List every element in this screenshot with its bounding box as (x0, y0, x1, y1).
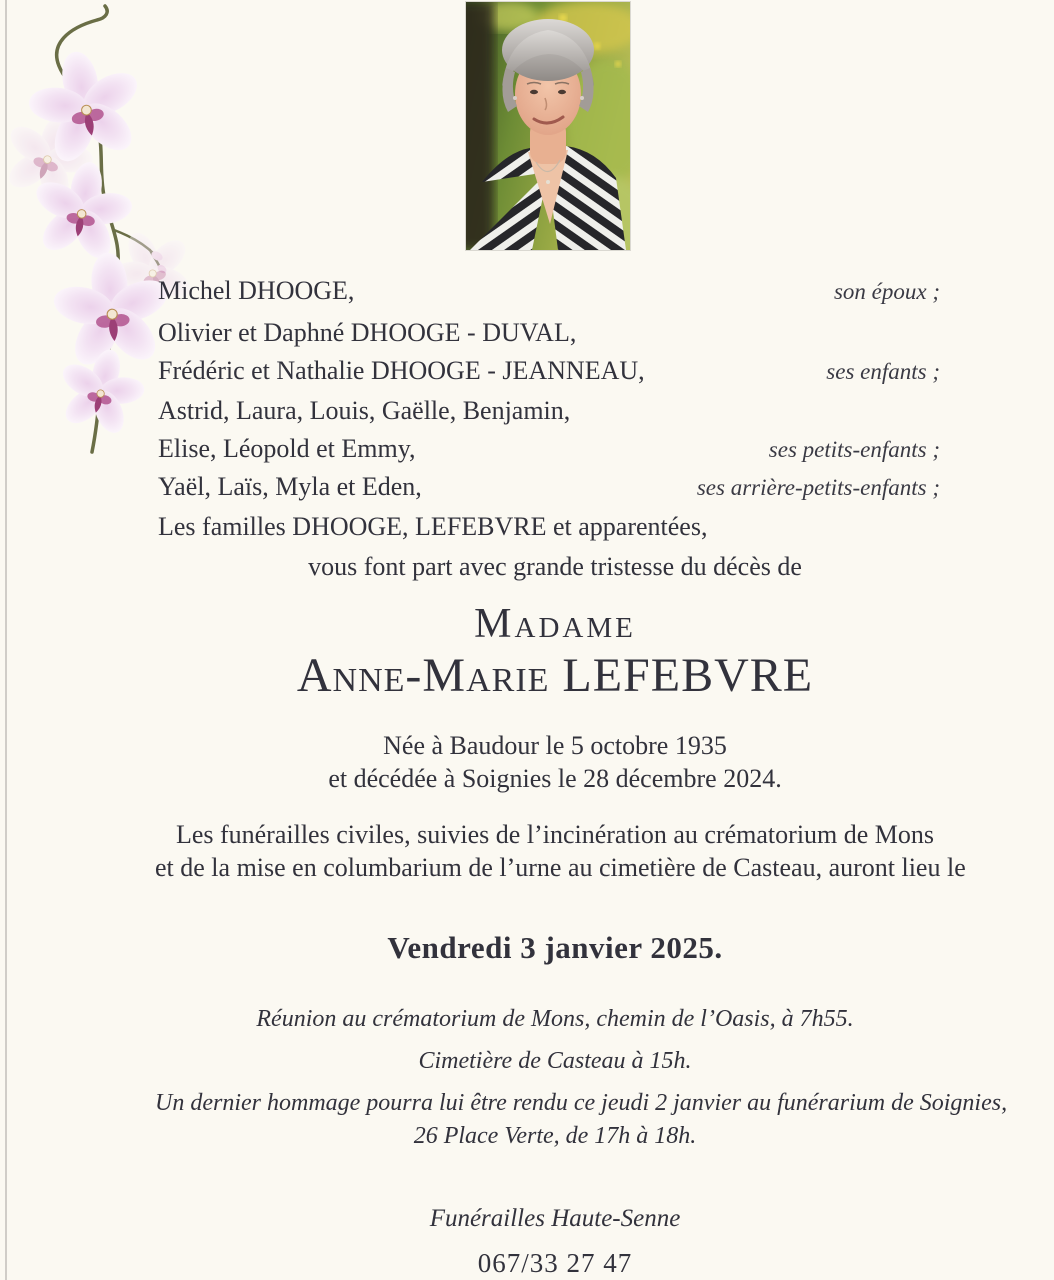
funeral-date: Vendredi 3 janvier 2025. (387, 930, 723, 965)
meeting-line: Réunion au crématorium de Mons, chemin de l’Oasis, à 7h55. (256, 1006, 854, 1032)
relation-label: son époux ; (833, 279, 940, 304)
funeral-home-name: Funérailles Haute-Senne (429, 1205, 681, 1232)
deceased-name: Anne-Marie LEFEBVRE (296, 649, 814, 702)
phone-number: 067/33 27 47 (477, 1248, 633, 1278)
family-group-spouse (158, 272, 940, 310)
death-line: et décédée à Soignies le 28 décembre 2024. (328, 764, 782, 793)
name-line: Astrid, Laura, Louis, Gaëlle, Benjamin, (158, 396, 571, 425)
name-line: Yaël, Laïs, Myla et Eden, (158, 472, 422, 501)
name-line: Les familles DHOOGE, LEFEBVRE et apparentées, (158, 512, 708, 541)
funeral-details-line-1: Les funérailles civiles, suivies de l’incinération au crématorium de Mons (175, 820, 935, 849)
announcement-intro: vous font part avec grande tristesse du décès de (308, 552, 802, 581)
family-group-great-grandchildren (158, 468, 940, 506)
tribute-line-2: 26 Place Verte, de 17h à 18h. (413, 1123, 697, 1149)
name-line: Frédéric et Nathalie DHOOGE - JEANNEAU, (158, 356, 645, 385)
name-line: Olivier et Daphné DHOOGE - DUVAL, (158, 318, 577, 347)
tribute-line-1: Un dernier hommage pourra lui être rendu ce jeudi 2 janvier au funérarium de Soignies, (155, 1090, 1008, 1116)
family-group-children (158, 314, 940, 390)
relation-label: ses petits-enfants ; (768, 437, 940, 462)
name-line: Michel DHOOGE, (158, 276, 355, 305)
relation-label: ses enfants ; (826, 359, 940, 384)
family-group-families (158, 508, 940, 546)
name-line: Elise, Léopold et Emmy, (158, 434, 416, 463)
funeral-details-line-2: et de la mise en columbarium de l’urne au cimetière de Casteau, auront lieu le (155, 853, 966, 882)
cemetery-line: Cimetière de Casteau à 15h. (418, 1048, 692, 1074)
relation-label: ses arrière-petits-enfants ; (696, 475, 940, 500)
birth-line: Née à Baudour le 5 octobre 1935 (383, 731, 727, 760)
portrait-photo (466, 2, 630, 250)
family-group-grandchildren (158, 392, 940, 468)
honorific-title: Madame (474, 601, 636, 647)
